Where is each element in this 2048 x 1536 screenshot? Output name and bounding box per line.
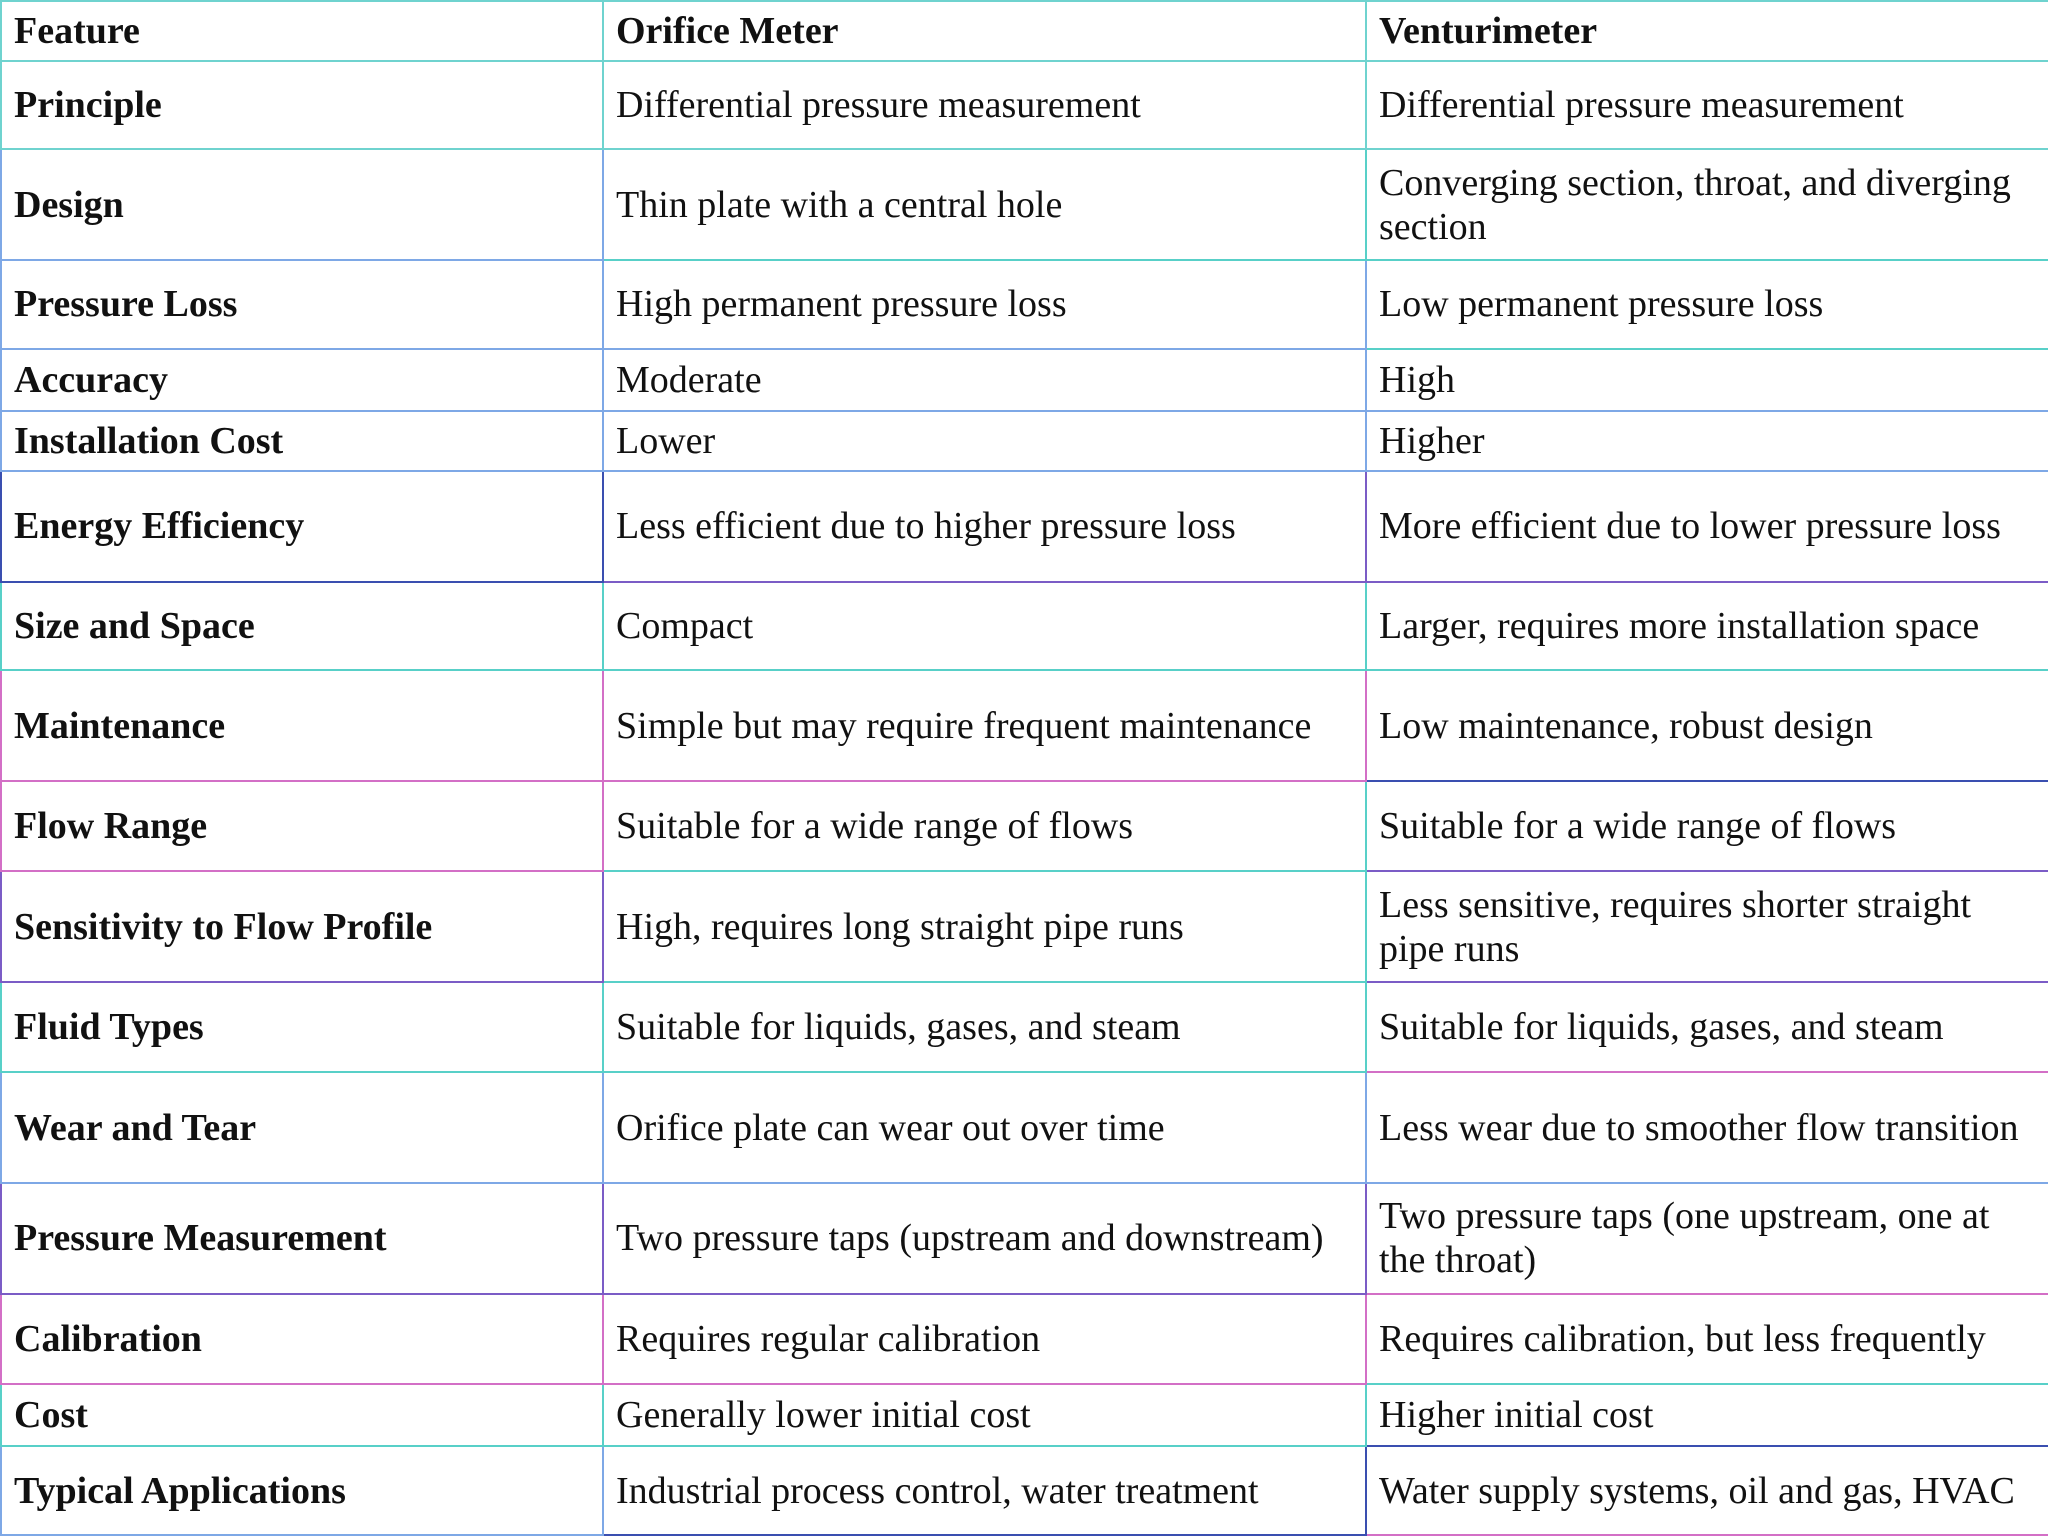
venturi-cell: Less wear due to smoother flow transition xyxy=(1366,1072,2048,1183)
table-row xyxy=(1,781,2048,871)
venturi-cell: Higher xyxy=(1366,411,2048,471)
table-row xyxy=(1,149,2048,260)
feature-cell: Maintenance xyxy=(1,670,603,781)
feature-cell: Pressure Loss xyxy=(1,260,603,348)
orifice-cell: Suitable for a wide range of flows xyxy=(603,781,1366,871)
table-row xyxy=(1,1294,2048,1384)
feature-cell: Sensitivity to Flow Profile xyxy=(1,871,603,982)
orifice-cell: High permanent pressure loss xyxy=(603,260,1366,348)
table-row xyxy=(1,670,2048,781)
feature-cell: Accuracy xyxy=(1,349,603,411)
feature-cell: Design xyxy=(1,149,603,260)
table-row xyxy=(1,349,2048,411)
header-feature: Feature xyxy=(1,1,603,61)
feature-cell: Energy Efficiency xyxy=(1,471,603,582)
table-row xyxy=(1,582,2048,670)
feature-cell: Calibration xyxy=(1,1294,603,1384)
orifice-cell: Thin plate with a central hole xyxy=(603,149,1366,260)
venturi-cell: Two pressure taps (one upstream, one at the throat) xyxy=(1366,1183,2048,1294)
orifice-cell: Lower xyxy=(603,411,1366,471)
orifice-cell: Generally lower initial cost xyxy=(603,1384,1366,1446)
orifice-cell: Requires regular calibration xyxy=(603,1294,1366,1384)
feature-cell: Installation Cost xyxy=(1,411,603,471)
table-row xyxy=(1,411,2048,471)
orifice-cell: Suitable for liquids, gases, and steam xyxy=(603,982,1366,1072)
feature-cell: Size and Space xyxy=(1,582,603,670)
header-row xyxy=(1,1,2048,61)
venturi-cell: Differential pressure measurement xyxy=(1366,61,2048,149)
orifice-cell: Less efficient due to higher pressure loss xyxy=(603,471,1366,582)
orifice-cell: High, requires long straight pipe runs xyxy=(603,871,1366,982)
table-row xyxy=(1,61,2048,149)
feature-cell: Principle xyxy=(1,61,603,149)
orifice-cell: Two pressure taps (upstream and downstream) xyxy=(603,1183,1366,1294)
orifice-cell: Orifice plate can wear out over time xyxy=(603,1072,1366,1183)
feature-cell: Fluid Types xyxy=(1,982,603,1072)
venturi-cell: Water supply systems, oil and gas, HVAC xyxy=(1366,1446,2048,1535)
orifice-cell: Differential pressure measurement xyxy=(603,61,1366,149)
orifice-cell: Simple but may require frequent maintenance xyxy=(603,670,1366,781)
venturi-cell: More efficient due to lower pressure loss xyxy=(1366,471,2048,582)
orifice-cell: Moderate xyxy=(603,349,1366,411)
feature-cell: Pressure Measurement xyxy=(1,1183,603,1294)
venturi-cell: Suitable for liquids, gases, and steam xyxy=(1366,982,2048,1072)
venturi-cell: Low permanent pressure loss xyxy=(1366,260,2048,348)
table-row xyxy=(1,471,2048,582)
venturi-cell: High xyxy=(1366,349,2048,411)
venturi-cell: Larger, requires more installation space xyxy=(1366,582,2048,670)
feature-cell: Wear and Tear xyxy=(1,1072,603,1183)
orifice-cell: Industrial process control, water treatment xyxy=(603,1446,1366,1535)
table-row xyxy=(1,1446,2048,1535)
table-row xyxy=(1,982,2048,1072)
feature-cell: Typical Applications xyxy=(1,1446,603,1535)
venturi-cell: Suitable for a wide range of flows xyxy=(1366,781,2048,871)
table-row xyxy=(1,1384,2048,1446)
table-row xyxy=(1,1183,2048,1294)
header-orifice-meter: Orifice Meter xyxy=(603,1,1366,61)
orifice-cell: Compact xyxy=(603,582,1366,670)
venturi-cell: Less sensitive, requires shorter straight pipe runs xyxy=(1366,871,2048,982)
venturi-cell: Low maintenance, robust design xyxy=(1366,670,2048,781)
feature-cell: Flow Range xyxy=(1,781,603,871)
venturi-cell: Converging section, throat, and diverging section xyxy=(1366,149,2048,260)
venturi-cell: Requires calibration, but less frequently xyxy=(1366,1294,2048,1384)
table-row xyxy=(1,871,2048,982)
table-row xyxy=(1,260,2048,348)
table-row xyxy=(1,1072,2048,1183)
feature-cell: Cost xyxy=(1,1384,603,1446)
venturi-cell: Higher initial cost xyxy=(1366,1384,2048,1446)
header-venturimeter: Venturimeter xyxy=(1366,1,2048,61)
